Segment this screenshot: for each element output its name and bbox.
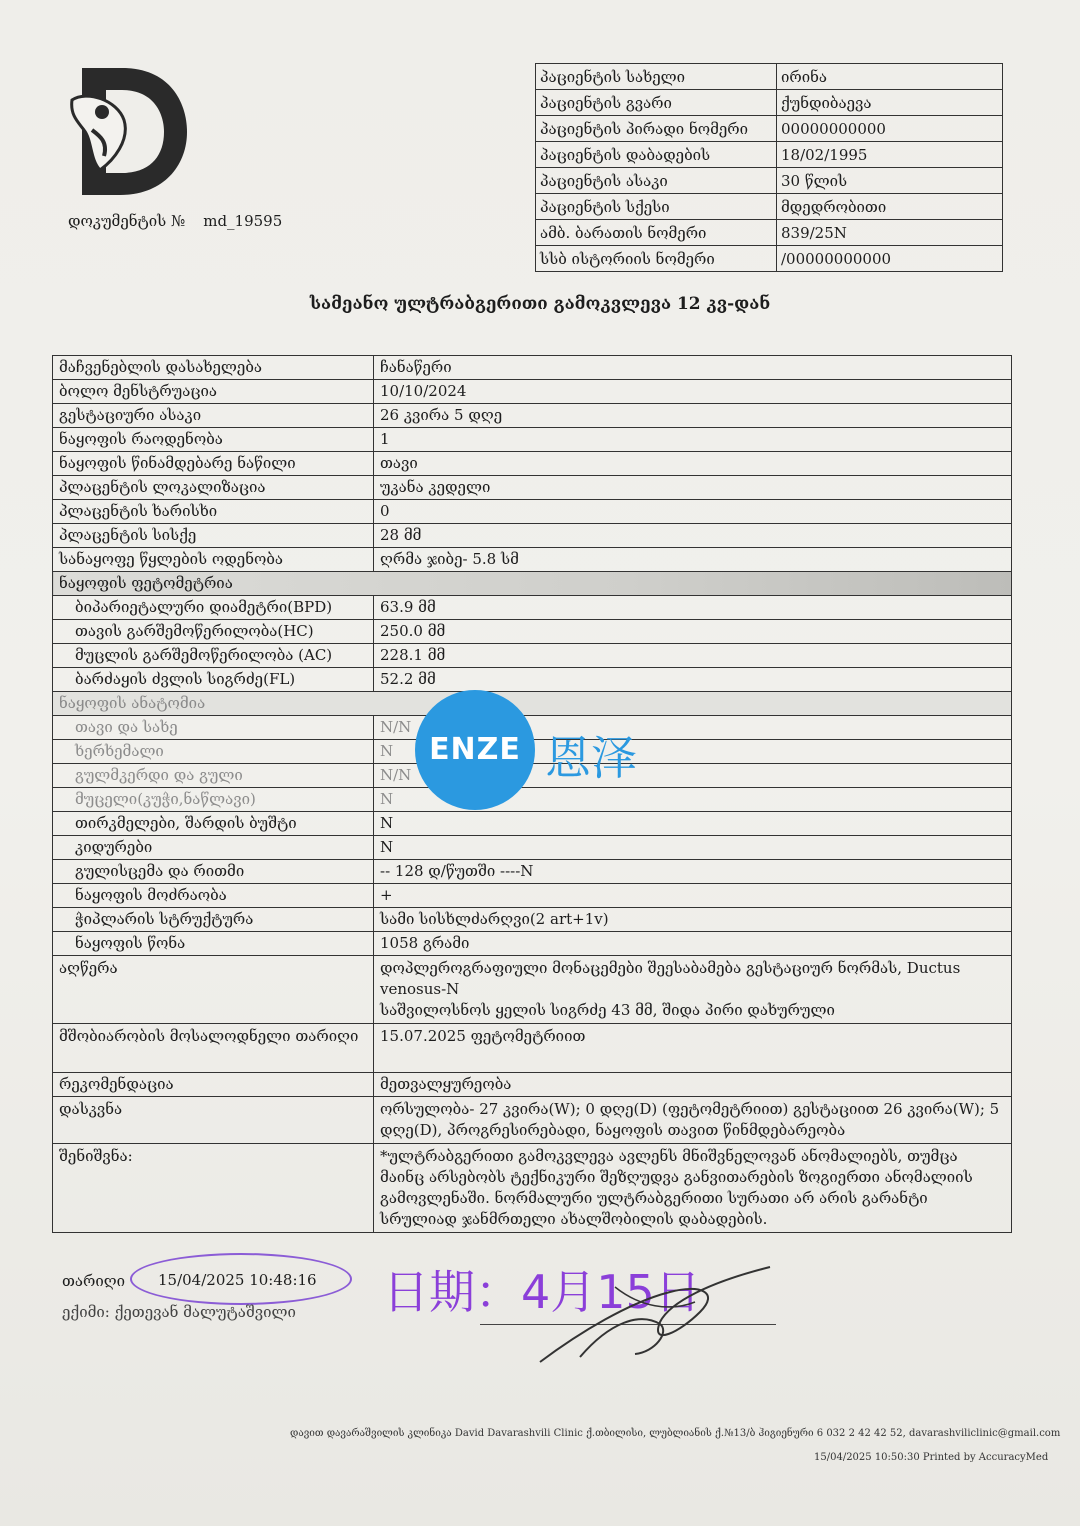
- row-value: +: [374, 884, 1012, 908]
- clinic-logo-icon: [62, 60, 192, 200]
- row-label: რეკომენდაცია: [53, 1073, 374, 1097]
- row-value: 250.0 მმ: [374, 620, 1012, 644]
- row-value: 1: [374, 428, 1012, 452]
- footer-print-info: 15/04/2025 10:50:30 Printed by AccuracyMed: [814, 1452, 1049, 1463]
- table-row: [53, 404, 1012, 428]
- row-label: ბოლო მენსტრუაცია: [53, 380, 374, 404]
- row-label: კიდურები: [53, 836, 374, 860]
- table-row: [53, 356, 1012, 380]
- table-row: [53, 476, 1012, 500]
- patient-label: პაციენტის სახელი: [536, 64, 777, 90]
- watermark-chinese-text: 恩泽: [545, 731, 637, 785]
- section-header-anatomy: [53, 692, 1012, 716]
- row-value: 15.07.2025 ფეტომეტრიით: [374, 1024, 1012, 1073]
- patient-row: [536, 64, 1003, 90]
- patient-label: პაციენტის ასაკი: [536, 168, 777, 194]
- patient-value: 839/25N: [777, 220, 1003, 246]
- row-value: ორსულობა- 27 კვირა(W); 0 დღე(D) (ფეტომეტრიით) გესტაციით 26 კვირა(W); 5 დღე(D), პროგრესირებადი, ნაყოფის თავით წინმდებარეობა: [374, 1097, 1012, 1144]
- table-row: [53, 908, 1012, 932]
- table-row: [53, 1073, 1012, 1097]
- patient-row: [536, 246, 1003, 272]
- row-label: ბარძაყის ძვლის სიგრძე(FL): [53, 668, 374, 692]
- row-label: პლაცენტის ხარისხი: [53, 500, 374, 524]
- patient-row: [536, 90, 1003, 116]
- table-row-conclusion: [53, 1097, 1012, 1144]
- patient-value: ირინა: [777, 64, 1003, 90]
- row-value: N: [374, 740, 1012, 764]
- table-row: [53, 644, 1012, 668]
- row-value: ჩანაწერი: [374, 356, 1012, 380]
- table-row: [53, 380, 1012, 404]
- row-value: მეთვალყურეობა: [374, 1073, 1012, 1097]
- row-value: -- 128 დ/წუთში ----N: [374, 860, 1012, 884]
- findings-table: [52, 355, 1012, 1233]
- date-label: თარიღი: [62, 1272, 126, 1290]
- patient-label: პაციენტის გვარი: [536, 90, 777, 116]
- row-value: N/N: [374, 764, 1012, 788]
- row-label: მაჩვენებლის დასახელება: [53, 356, 374, 380]
- date-annotation: 日期：4月15日: [383, 1265, 701, 1319]
- row-label: ნაყოფის მოძრაობა: [53, 884, 374, 908]
- row-label: გესტაციური ასაკი: [53, 404, 374, 428]
- row-label: დასკვნა: [53, 1097, 374, 1144]
- row-value: 28 მმ: [374, 524, 1012, 548]
- table-row: [53, 452, 1012, 476]
- row-label: ნაყოფის წონა: [53, 932, 374, 956]
- table-row: [53, 524, 1012, 548]
- table-row: [53, 788, 1012, 812]
- patient-row: [536, 194, 1003, 220]
- patient-label: პაციენტის პირადი ნომერი: [536, 116, 777, 142]
- patient-label: სსბ ისტორიის ნომერი: [536, 246, 777, 272]
- patient-value: /00000000000: [777, 246, 1003, 272]
- row-value: *ულტრაბგერითი გამოკვლევა ავლენს მნიშვნელოვან ანომალიებს, თუმცა მაინც არსებობს ტექნიკური შეზღუდვა განვითარების ზოგიერთი ანომალიის გამოვლენაში. ნორმალური ულტრაბგერითი სურათი არ არის გარანტი სრულიად ჯანმრთელი ახალშობილის დაბადების.: [374, 1144, 1012, 1233]
- patient-label: პაციენტის დაბადების: [536, 142, 777, 168]
- row-label: პლაცენტის სისქე: [53, 524, 374, 548]
- row-label: თავის გარშემოწერილობა(HC): [53, 620, 374, 644]
- row-value: სამი სისხლძარღვი(2 art+1v): [374, 908, 1012, 932]
- watermark-badge: ENZE: [415, 690, 535, 810]
- row-label: მშობიარობის მოსალოდნელი თარიღი: [53, 1024, 374, 1073]
- row-label: შენიშვნა:: [53, 1144, 374, 1233]
- table-row-description: [53, 956, 1012, 1024]
- document-number-label: დოკუმენტის №: [68, 212, 186, 230]
- patient-row: [536, 220, 1003, 246]
- table-row-due-date: [53, 1024, 1012, 1073]
- row-label: ნაყოფის რაოდენობა: [53, 428, 374, 452]
- row-label: თავი და სახე: [53, 716, 374, 740]
- table-row: [53, 812, 1012, 836]
- section-title: ნაყოფის ფეტომეტრია: [53, 572, 1012, 596]
- row-value: 228.1 მმ: [374, 644, 1012, 668]
- section-header-fetometry: [53, 572, 1012, 596]
- table-row: [53, 860, 1012, 884]
- row-value: 10/10/2024: [374, 380, 1012, 404]
- row-label: გულისცემა და რითმი: [53, 860, 374, 884]
- table-row: [53, 836, 1012, 860]
- document-number: [68, 212, 282, 230]
- row-value: N: [374, 788, 1012, 812]
- row-value: ღრმა ჯიბე- 5.8 სმ: [374, 548, 1012, 572]
- row-label: აღწერა: [53, 956, 374, 1024]
- table-row: [53, 596, 1012, 620]
- row-value: N: [374, 812, 1012, 836]
- row-value: 63.9 მმ: [374, 596, 1012, 620]
- row-value: 26 კვირა 5 დღე: [374, 404, 1012, 428]
- row-label: ბიპარიეტალური დიამეტრი(BPD): [53, 596, 374, 620]
- table-row: [53, 500, 1012, 524]
- row-label: სანაყოფე წყლების ოდენობა: [53, 548, 374, 572]
- document-number-value: md_19595: [203, 212, 283, 230]
- row-value: N: [374, 836, 1012, 860]
- row-label: მუცლის გარშემოწერილობა (AC): [53, 644, 374, 668]
- row-label: ჭიპლარის სტრუქტურა: [53, 908, 374, 932]
- row-value: [374, 956, 1012, 1024]
- date-highlight-circle: [130, 1253, 352, 1305]
- row-value: N/N: [374, 716, 1012, 740]
- section-title: ნაყოფის ანატომია: [53, 692, 1012, 716]
- patient-value: 00000000000: [777, 116, 1003, 142]
- row-label: თირკმელები, შარდის ბუშტი: [53, 812, 374, 836]
- patient-label: ამბ. ბარათის ნომერი: [536, 220, 777, 246]
- signature-icon: [520, 1262, 800, 1372]
- row-label: ნაყოფის წინამდებარე ნაწილი: [53, 452, 374, 476]
- description-line: საშვილოსნოს ყელის სიგრძე 43 მმ, შიდა პირი დახურული: [380, 1001, 835, 1019]
- patient-row: [536, 142, 1003, 168]
- table-row-note: [53, 1144, 1012, 1233]
- patient-value: ქუნდიბაევა: [777, 90, 1003, 116]
- table-row: [53, 548, 1012, 572]
- row-value: 52.2 მმ: [374, 668, 1012, 692]
- row-value: 1058 გრამი: [374, 932, 1012, 956]
- row-label: მუცელი(კუჭი,ნაწლავი): [53, 788, 374, 812]
- report-title: სამეანო ულტრაბგერითი გამოკვლევა 12 კვ-დან: [309, 294, 771, 314]
- row-label: გულმკერდი და გული: [53, 764, 374, 788]
- patient-value: 18/02/1995: [777, 142, 1003, 168]
- description-line: დოპლეროგრაფიული მონაცემები შეესაბამება გესტაციურ ნორმას, Ductus venosus-N: [380, 959, 961, 998]
- table-row: [53, 620, 1012, 644]
- patient-value: 30 წლის: [777, 168, 1003, 194]
- date-value: 15/04/2025 10:48:16: [158, 1271, 317, 1289]
- row-value: თავი: [374, 452, 1012, 476]
- row-label: ხერხემალი: [53, 740, 374, 764]
- doctor-name: ექიმი: ქეთევან მალუტაშვილი: [62, 1303, 296, 1321]
- table-row: [53, 668, 1012, 692]
- row-value: უკანა კედელი: [374, 476, 1012, 500]
- footer-clinic-info: დავით დავარაშვილის კლინიკა David Davarashvili Clinic ქ.თბილისი, ლუბლიანის ქ.№13/ბ ჰიგიენური 6 032 2 42 42 52, davarashviliclinic@gmail.com: [290, 1428, 1061, 1439]
- table-row: [53, 932, 1012, 956]
- row-value: 0: [374, 500, 1012, 524]
- patient-label: პაციენტის სქესი: [536, 194, 777, 220]
- row-label: პლაცენტის ლოკალიზაცია: [53, 476, 374, 500]
- table-row: [53, 428, 1012, 452]
- patient-value: მდედრობითი: [777, 194, 1003, 220]
- patient-info-table: [535, 63, 1003, 272]
- patient-row: [536, 168, 1003, 194]
- table-row: [53, 884, 1012, 908]
- patient-row: [536, 116, 1003, 142]
